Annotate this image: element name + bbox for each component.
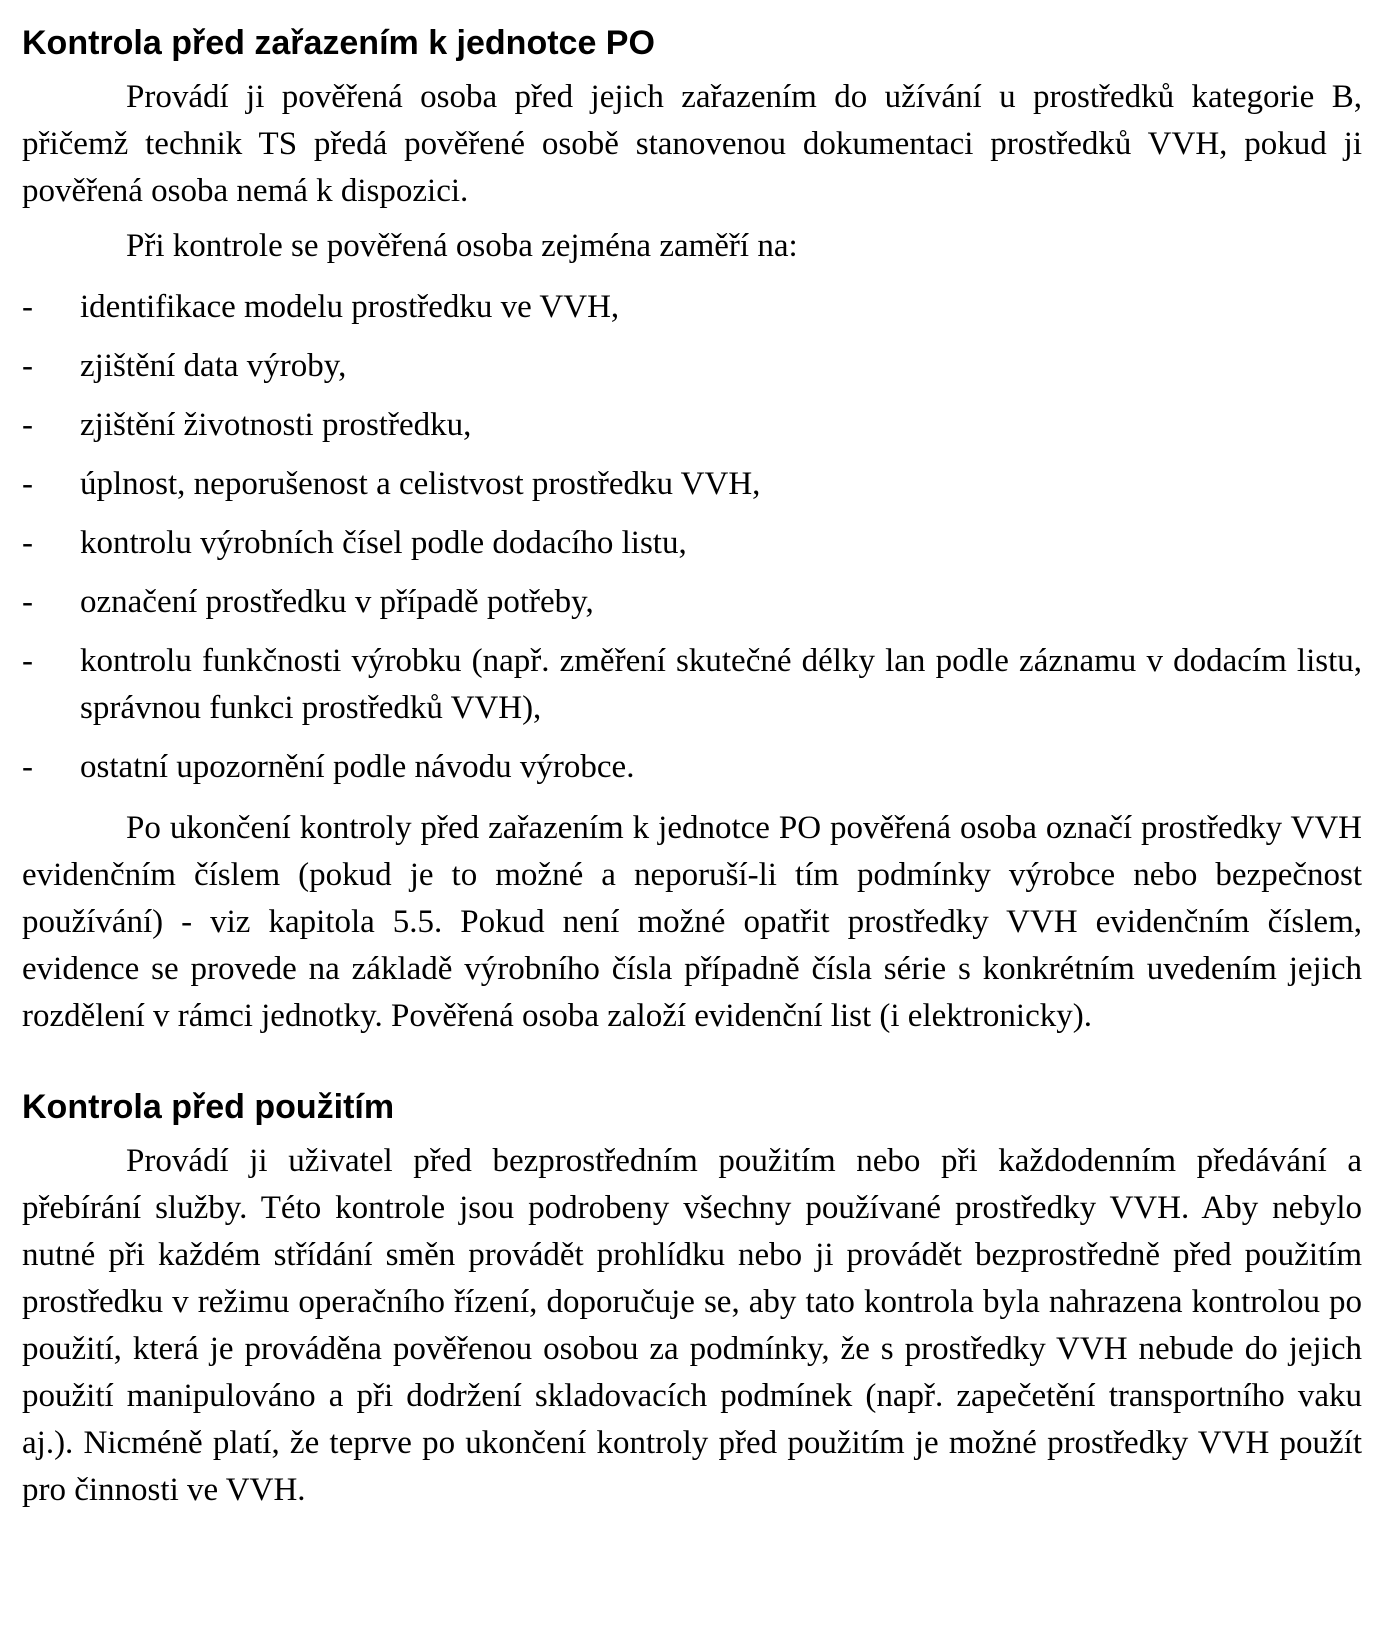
list-dash: -	[22, 643, 33, 679]
list-item	[22, 402, 1362, 449]
list-item-text: zjištění data výroby,	[80, 348, 347, 384]
list-item	[22, 579, 1362, 626]
list-item-text: identifikace modelu prostředku ve VVH,	[80, 289, 620, 325]
list-item-text: ostatní upozornění podle návodu výrobce.	[80, 749, 635, 785]
list-dash: -	[22, 525, 33, 561]
list-dash: -	[22, 407, 33, 443]
section1-list-intro: Při kontrole se pověřená osoba zejména zaměří na:	[126, 228, 798, 264]
list-dash: -	[22, 289, 33, 325]
list-item-text: kontrolu výrobních čísel podle dodacího listu,	[80, 525, 687, 561]
list-dash: -	[22, 749, 33, 785]
section2-paragraph-1: Provádí ji uživatel před bezprostředním použitím nebo při každodenním předávání a přebírání služby. Této kontrole jsou podrobeny všechny používané prostředky VVH. Aby nebylo nutné při každém střídání směn provádět prohlídku nebo ji provádět bezprostředně před použitím prostředku v režimu operačního řízení, doporučuje se, aby tato kontrola byla nahrazena kontrolou po použití, která je prováděna pověřenou osobou za podmínky, že s prostředky VVH nebude do jejich použití manipulováno a při dodržení skladovacích podmínek (např. zapečetění transportního vaku aj.). Nicméně platí, že teprve po ukončení kontroly před použitím je možné prostředky VVH použít pro činnosti ve VVH.	[22, 1143, 1362, 1508]
list-item-text: označení prostředku v případě potřeby,	[80, 584, 594, 620]
list-dash: -	[22, 348, 33, 384]
checklist	[22, 284, 1362, 791]
section-heading-kontrola-pred-pouzitim: Kontrola před použitím	[22, 1088, 395, 1126]
section1-paragraph-1: Provádí ji pověřená osoba před jejich zařazením do užívání u prostředků kategorie B, přičemž technik TS předá pověřené osobě stanovenou dokumentaci prostředků VVH, pokud ji pověřená osoba nemá k dispozici.	[22, 79, 1362, 209]
list-item	[22, 461, 1362, 508]
list-dash: -	[22, 466, 33, 502]
list-item-text: úplnost, neporušenost a celistvost prostředku VVH,	[80, 466, 761, 502]
list-item	[22, 520, 1362, 567]
list-dash: -	[22, 584, 33, 620]
list-item-text: zjištění životnosti prostředku,	[80, 407, 472, 443]
list-item	[22, 744, 1362, 791]
list-item-text: kontrolu funkčnosti výrobku (např. změření skutečné délky lan podle záznamu v dodacím listu, správnou funkci prostředků VVH),	[80, 643, 1362, 726]
section1-paragraph-2: Po ukončení kontroly před zařazením k jednotce PO pověřená osoba označí prostředky VVH evidenčním číslem (pokud je to možné a neporuší-li tím podmínky výrobce nebo bezpečnost používání) - viz kapitola 5.5. Pokud není možné opatřit prostředky VVH evidenčním číslem, evidence se provede na základě výrobního čísla případně čísla série s konkrétním uvedením jejich rozdělení v rámci jednotky. Pověřená osoba založí evidenční list (i elektronicky).	[22, 810, 1362, 1034]
list-item	[22, 343, 1362, 390]
list-item	[22, 638, 1362, 732]
list-item	[22, 284, 1362, 331]
section-heading-kontrola-pred-zarazenim: Kontrola před zařazením k jednotce PO	[22, 24, 655, 62]
